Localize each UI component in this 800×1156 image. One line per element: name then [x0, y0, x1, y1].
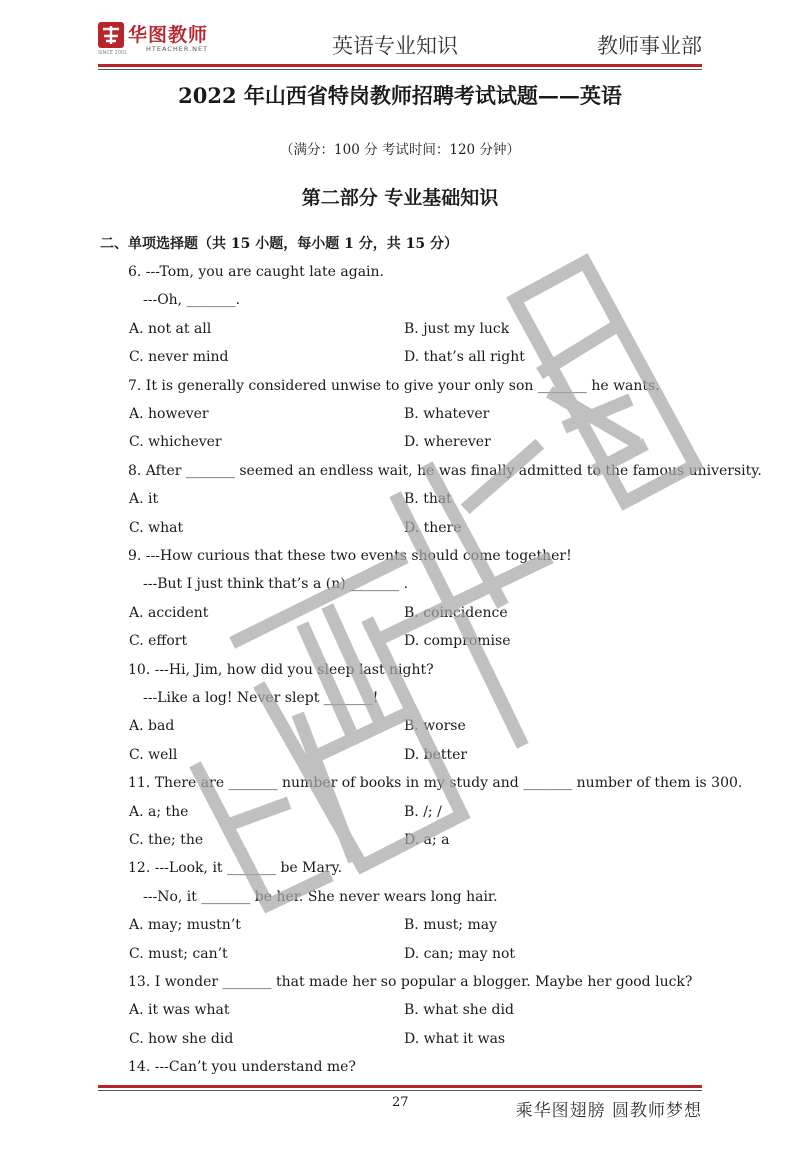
- option-right: B. coincidence: [404, 604, 508, 621]
- huatu-logo-icon: [98, 22, 124, 48]
- option-left: C. what: [129, 519, 184, 536]
- header-rule-red: [98, 64, 702, 67]
- logo-since: SINCE 2001: [98, 50, 128, 56]
- option-right: B. that: [404, 491, 452, 508]
- dialogue-line: ---Like a log! Never slept _______!: [143, 690, 379, 706]
- option-left: C. must; can’t: [129, 945, 228, 962]
- option-left: A. not at all: [129, 320, 212, 337]
- option-right: D. there: [404, 519, 462, 536]
- header-rule-thin: [98, 69, 702, 70]
- part-title: 第二部分 专业基础知识: [301, 187, 499, 209]
- question-stem: 9. ---How curious that these two events should come together!: [128, 548, 572, 564]
- footer-slogan: 乘华图翅膀 圆教师梦想: [515, 1101, 702, 1121]
- option-right: D. can; may not: [404, 945, 516, 962]
- option-left: A. it was what: [129, 1002, 230, 1019]
- option-left: A. bad: [129, 718, 175, 735]
- option-right: D. that’s all right: [404, 349, 525, 366]
- dialogue-line: ---But I just think that’s a (n) _______ .: [143, 576, 409, 593]
- option-left: C. effort: [129, 633, 188, 650]
- question-stem: 11. There are _______ number of books in my study and _______ number of them is 300.: [128, 775, 743, 792]
- option-left: A. accident: [129, 604, 209, 621]
- question-stem: 7. It is generally considered unwise to give your only son _______ he wants.: [128, 377, 660, 394]
- question-stem: 8. After _______ seemed an endless wait, he was finally admitted to the famous university.: [128, 462, 762, 479]
- question-stem: 14. ---Can’t you understand me?: [128, 1059, 356, 1076]
- option-right: B. /; /: [404, 803, 442, 820]
- option-left: A. a; the: [129, 803, 189, 820]
- question-stem: 12. ---Look, it _______ be Mary.: [128, 860, 343, 877]
- page-header: [98, 20, 702, 66]
- dialogue-line: ---Oh, _______.: [143, 292, 241, 309]
- question-stem: 10. ---Hi, Jim, how did you sleep last night?: [128, 661, 434, 678]
- option-right: D. wherever: [404, 434, 491, 451]
- option-left: A. may; mustn’t: [129, 917, 241, 934]
- option-right: B. worse: [404, 718, 466, 735]
- page-number: 27: [392, 1095, 409, 1110]
- option-left: C. whichever: [129, 434, 222, 451]
- logo-text: 华图教师: [128, 24, 209, 46]
- exam-subtitle: （满分：100 分 考试时间：120 分钟）: [280, 142, 520, 158]
- footer-rule-thin: [98, 1090, 702, 1091]
- option-right: B. just my luck: [404, 320, 510, 337]
- option-right: B. must; may: [404, 917, 497, 934]
- option-right: B. what she did: [404, 1002, 514, 1019]
- option-left: C. never mind: [129, 349, 229, 366]
- exam-title: 2022 年山西省特岗教师招聘考试试题——英语: [178, 83, 622, 108]
- question-stem: 6. ---Tom, you are caught late again.: [128, 264, 384, 280]
- dialogue-line: ---No, it _______ be her. She never wears long hair.: [143, 888, 498, 905]
- footer-rule-red: [98, 1085, 702, 1088]
- header-subject: 英语专业知识: [332, 34, 458, 58]
- option-left: C. well: [129, 746, 178, 763]
- option-left: A. however: [129, 406, 209, 422]
- logo-domain: HTEACHER.NET: [146, 45, 209, 53]
- section-title: 二、单项选择题（共 15 小题，每小题 1 分，共 15 分）: [100, 236, 458, 252]
- option-right: D. better: [404, 746, 468, 763]
- header-department: 教师事业部: [597, 34, 702, 58]
- option-left: A. it: [129, 491, 159, 508]
- option-right: D. a; a: [404, 832, 450, 848]
- option-right: B. whatever: [404, 406, 490, 422]
- option-right: D. compromise: [404, 633, 511, 650]
- option-right: D. what it was: [404, 1030, 506, 1047]
- option-left: C. how she did: [129, 1030, 234, 1047]
- option-left: C. the; the: [129, 832, 204, 848]
- question-stem: 13. I wonder _______ that made her so popular a blogger. Maybe her good luck?: [128, 974, 693, 990]
